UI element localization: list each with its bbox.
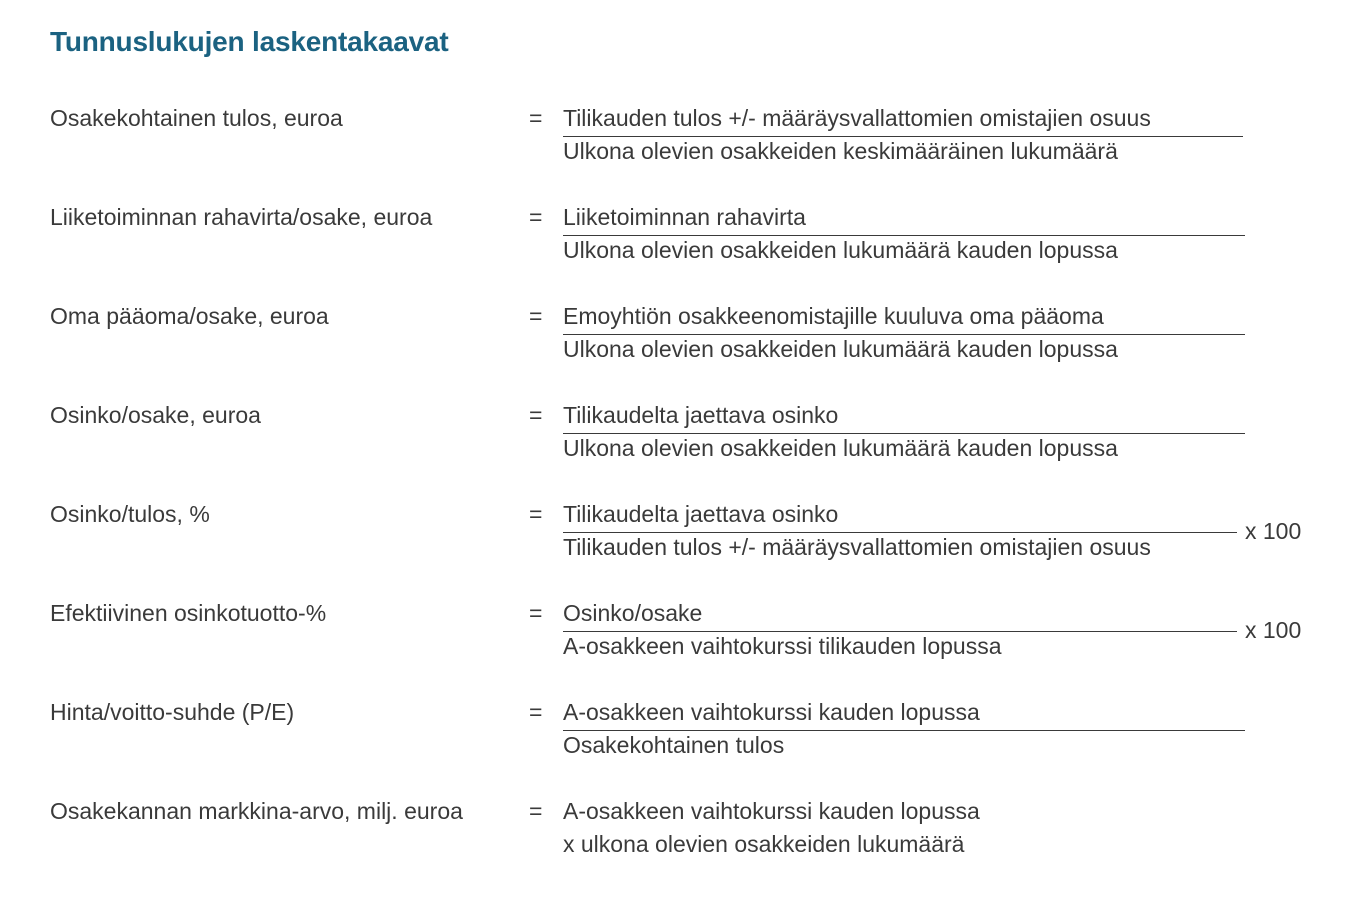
formula-label: Liiketoiminnan rahavirta/osake, euroa xyxy=(50,204,433,230)
formula-label: Hinta/voitto-suhde (P/E) xyxy=(50,699,295,725)
multiplier: x 100 xyxy=(1245,617,1302,643)
formula-row-efektiivinen-osinkotuotto xyxy=(0,597,1361,667)
page-title: Tunnuslukujen laskentakaavat xyxy=(50,26,449,57)
equals-sign: = xyxy=(529,699,543,725)
formula-numerator: Tilikaudelta jaettava osinko xyxy=(563,501,839,527)
formula-row-liiketoiminnan-rahavirta xyxy=(0,201,1361,271)
formula-label: Osinko/osake, euroa xyxy=(50,402,261,428)
formula-numerator: Tilikaudelta jaettava osinko xyxy=(563,402,839,428)
formula-row-osinko-tulos xyxy=(0,498,1361,568)
formula-denominator: Ulkona olevien osakkeiden lukumäärä kauden lopussa xyxy=(563,435,1118,461)
formula-label: Efektiivinen osinkotuotto-% xyxy=(50,600,327,626)
equals-sign: = xyxy=(529,501,543,527)
formula-denominator: Ulkona olevien osakkeiden keskimääräinen lukumäärä xyxy=(563,138,1118,164)
formula-numerator: Osinko/osake xyxy=(563,600,703,626)
formula-denominator: Ulkona olevien osakkeiden lukumäärä kauden lopussa xyxy=(563,336,1118,362)
equals-sign: = xyxy=(529,402,543,428)
formula-row-oma-paaoma xyxy=(0,300,1361,370)
equals-sign: = xyxy=(529,600,543,626)
formula-numerator: Liiketoiminnan rahavirta xyxy=(563,204,806,230)
formula-label: Osakekohtainen tulos, euroa xyxy=(50,105,343,131)
formula-numerator: A-osakkeen vaihtokurssi kauden lopussa xyxy=(563,798,980,824)
equals-sign: = xyxy=(529,798,543,824)
formula-denominator: A-osakkeen vaihtokurssi tilikauden lopussa xyxy=(563,633,1002,659)
formula-denominator: Tilikauden tulos +/- määräysvallattomien omistajien osuus xyxy=(563,534,1151,560)
formula-label: Osinko/tulos, % xyxy=(50,501,210,527)
formula-row-hinta-voitto-suhde xyxy=(0,696,1361,766)
formula-row-osinko-osake xyxy=(0,399,1361,469)
formula-denominator: Ulkona olevien osakkeiden lukumäärä kauden lopussa xyxy=(563,237,1118,263)
formula-label: Oma pääoma/osake, euroa xyxy=(50,303,329,329)
multiplier: x 100 xyxy=(1245,518,1302,544)
equals-sign: = xyxy=(529,105,543,131)
formula-numerator: Tilikauden tulos +/- määräysvallattomien omistajien osuus xyxy=(563,105,1151,131)
formula-row-osakekannan-markkina-arvo xyxy=(0,795,1361,865)
formula-denominator: Osakekohtainen tulos xyxy=(563,732,785,758)
equals-sign: = xyxy=(529,204,543,230)
equals-sign: = xyxy=(529,303,543,329)
formula-numerator: Emoyhtiön osakkeenomistajille kuuluva oma pääoma xyxy=(563,303,1104,329)
formula-label: Osakekannan markkina-arvo, milj. euroa xyxy=(50,798,463,824)
formula-row-osakekohtainen-tulos xyxy=(0,102,1361,172)
formula-numerator: A-osakkeen vaihtokurssi kauden lopussa xyxy=(563,699,980,725)
formula-second-line: x ulkona olevien osakkeiden lukumäärä xyxy=(563,831,965,857)
